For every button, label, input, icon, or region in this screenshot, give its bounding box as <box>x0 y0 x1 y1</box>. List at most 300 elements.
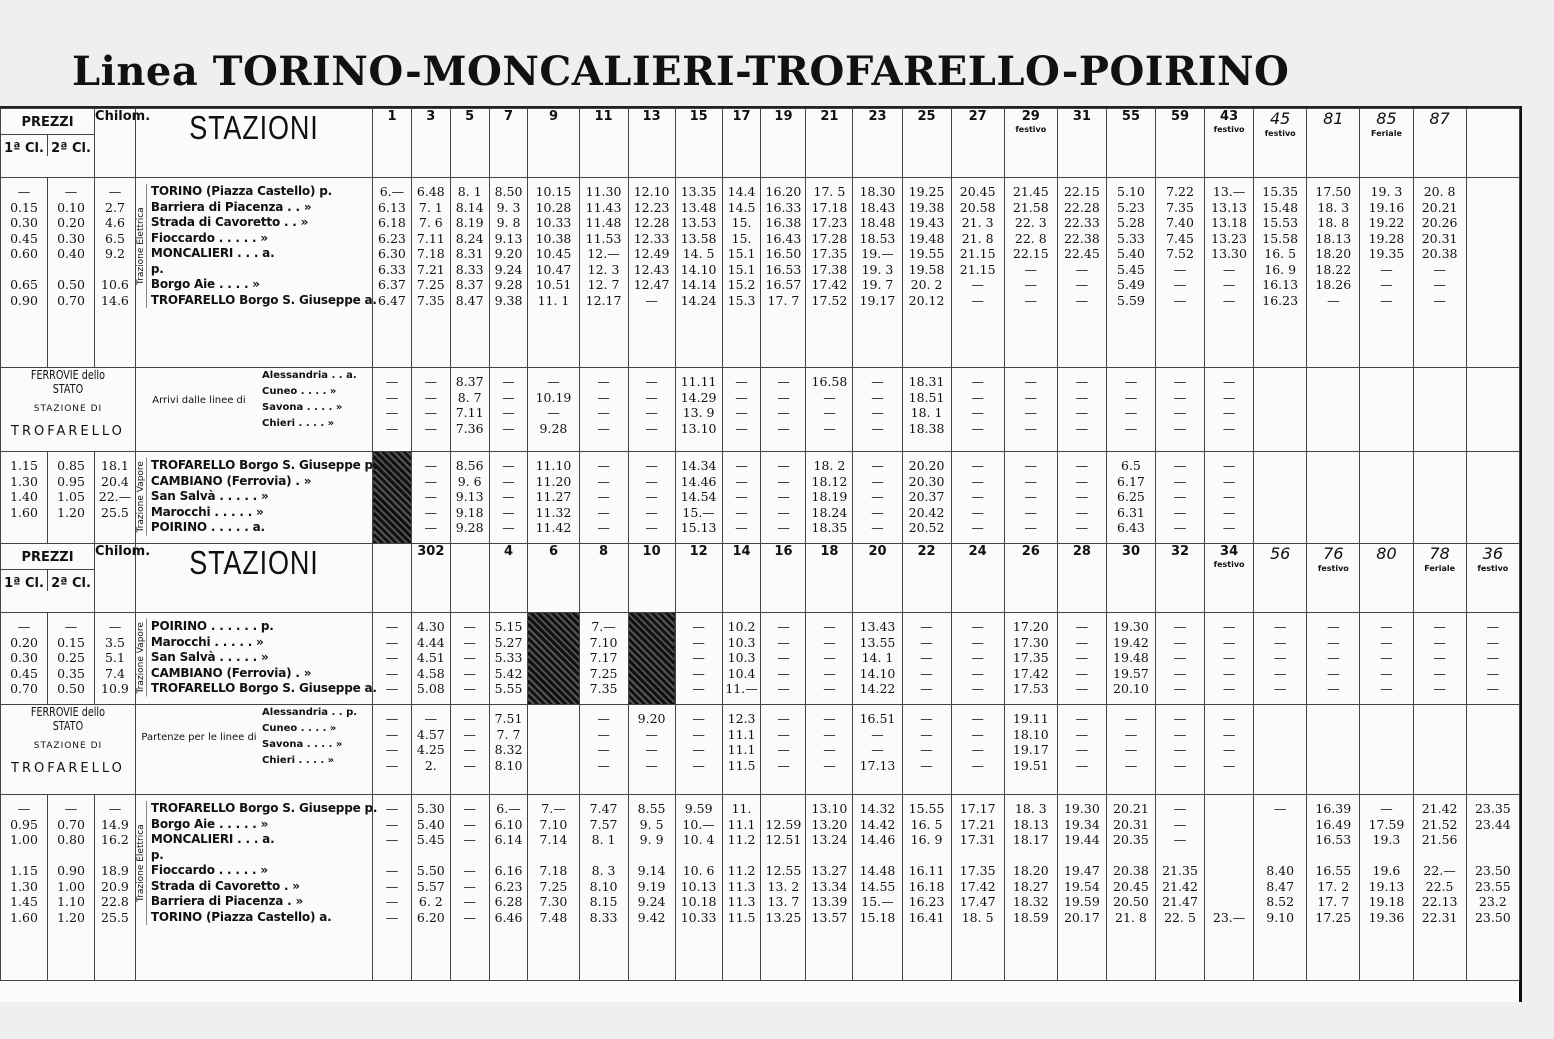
time-cell: — <box>823 619 836 634</box>
time-cell: 18.20 <box>1315 246 1352 261</box>
train-times <box>1205 613 1254 705</box>
price-2: 0.95 <box>57 473 85 489</box>
time-cell: — <box>502 405 515 420</box>
time-cell: 18.30 <box>859 184 896 199</box>
time-cell: 21. 8 <box>1115 909 1147 925</box>
time-cell <box>1360 489 1412 505</box>
time-cell: — <box>920 711 933 726</box>
time-cell <box>629 848 675 864</box>
time-cell: — <box>920 757 933 773</box>
train-times <box>450 613 489 705</box>
time-cell: 15.55 <box>908 801 945 816</box>
train-number-label: 12 <box>689 544 708 559</box>
km-col <box>95 452 136 544</box>
time-cell: 7.35 <box>1166 199 1194 215</box>
train-times <box>528 178 579 368</box>
km: 6.5 <box>105 230 125 246</box>
time-cell: 7.— <box>541 801 566 816</box>
train-times <box>628 178 675 368</box>
train-times <box>902 705 951 795</box>
train-times <box>1057 613 1106 705</box>
class-labels <box>1 135 94 156</box>
stazioni-header <box>135 544 372 613</box>
time-cell: 9.19 <box>637 878 666 894</box>
time-cell: 20.42 <box>908 504 945 520</box>
time-cell: — <box>871 389 884 405</box>
train-times <box>1466 795 1519 981</box>
time-cell: 6.23 <box>494 878 523 894</box>
train-times <box>1360 613 1413 705</box>
time-cell: 21.58 <box>1012 199 1049 215</box>
time-cell: 15.1 <box>727 246 756 261</box>
time-cell: 11.3 <box>727 894 756 909</box>
km: — <box>108 184 122 199</box>
time-cell: 9.28 <box>455 520 484 535</box>
train-number <box>528 544 579 613</box>
time-cell: 17.53 <box>1012 681 1049 696</box>
train-times <box>579 452 628 544</box>
time-cell: 9. 5 <box>639 816 664 832</box>
time-cell <box>1307 474 1359 490</box>
time-cell: — <box>1380 292 1393 308</box>
time-cell: 18. 5 <box>961 909 994 925</box>
time-cell: — <box>692 757 705 773</box>
time-cell: — <box>1024 405 1038 420</box>
time-cell <box>1254 489 1306 505</box>
time-cell: — <box>463 801 476 816</box>
time-cell: — <box>645 473 658 489</box>
time-cell: — <box>735 520 748 535</box>
time-cell <box>1414 458 1466 474</box>
time-cell: 17.35 <box>959 863 996 878</box>
time-cell: 14.42 <box>859 816 896 832</box>
time-cell: — <box>645 520 658 535</box>
time-cell <box>629 666 675 682</box>
time-cell: 20.38 <box>1421 246 1458 261</box>
price-2-col <box>48 795 95 981</box>
train-number <box>1307 544 1360 613</box>
time-cell: 4.57 <box>416 726 445 742</box>
train-number-label: 11 <box>594 109 613 124</box>
station-name: Borgo Aie . . . . . » <box>150 816 269 831</box>
time-cell: — <box>1173 292 1187 308</box>
time-cell: — <box>920 650 933 665</box>
time-cell: — <box>597 520 610 535</box>
stazioni-label: STAZIONI <box>189 109 319 146</box>
time-cell: 20.31 <box>1113 816 1149 832</box>
time-cell: 7.51 <box>494 711 523 726</box>
time-cell: 13.10 <box>811 801 848 816</box>
station-block <box>1 795 1520 981</box>
price-1 <box>1 262 47 278</box>
time-cell: 20.37 <box>908 489 945 504</box>
train-number-label: 30 <box>1121 544 1140 559</box>
time-cell: 19.22 <box>1368 215 1405 230</box>
stazione-di-label: STAZIONE DI <box>33 404 103 414</box>
time-cell: 11.1 <box>727 742 756 757</box>
time-cell <box>1205 879 1253 895</box>
price-2 <box>48 848 94 864</box>
time-cell: — <box>463 619 476 634</box>
price-2: 0.90 <box>57 863 85 878</box>
time-cell: — <box>463 832 476 847</box>
time-cell: 14.48 <box>859 863 896 878</box>
time-cell: — <box>385 894 399 909</box>
train-times <box>1413 452 1466 544</box>
time-cell: 13.25 <box>765 909 802 925</box>
time-cell: — <box>385 878 399 894</box>
time-cell: — <box>971 504 984 520</box>
time-cell: 17.59 <box>1368 816 1405 832</box>
time-cell <box>1414 711 1466 727</box>
time-cell: — <box>1075 520 1089 535</box>
class-labels <box>1 570 94 591</box>
time-cell <box>1205 832 1253 848</box>
train-number <box>1106 544 1155 613</box>
km: 3.5 <box>105 634 125 650</box>
time-cell: — <box>645 726 658 742</box>
time-cell: — <box>1222 711 1236 726</box>
time-cell: 23.50 <box>1474 863 1511 878</box>
train-number <box>373 544 412 613</box>
time-cell: — <box>1075 634 1089 650</box>
train-number <box>722 109 761 178</box>
time-cell: — <box>1173 261 1187 277</box>
time-cell: 19.30 <box>1113 619 1149 634</box>
time-cell: 21.45 <box>1012 184 1049 199</box>
train-number-label: 45 <box>1270 109 1291 128</box>
train-times <box>489 178 528 368</box>
train-times <box>628 368 675 452</box>
time-cell: — <box>1024 389 1038 405</box>
time-cell: — <box>1173 458 1187 473</box>
time-cell: 22.45 <box>1063 246 1100 261</box>
train-times <box>1254 368 1307 452</box>
time-cell: — <box>463 757 476 773</box>
fs-station-box <box>1 705 136 795</box>
time-cell <box>1414 474 1466 490</box>
time-cell: 9.24 <box>494 261 523 277</box>
time-cell: 12. 3 <box>587 261 620 277</box>
train-times <box>489 452 528 544</box>
time-cell <box>1307 520 1359 536</box>
time-cell <box>528 727 578 743</box>
time-cell: 10.13 <box>680 878 717 894</box>
price-1-col <box>1 452 48 544</box>
time-cell: — <box>971 757 984 773</box>
time-cell: 14.46 <box>859 832 896 847</box>
train-number-label: 22 <box>917 544 936 559</box>
station-name: San Salvà . . . . . » <box>150 489 269 503</box>
time-cell: — <box>1273 801 1287 816</box>
time-cell: 8.33 <box>589 909 618 925</box>
prezzi-header <box>1 109 95 178</box>
train-times <box>1205 178 1254 368</box>
time-cell <box>629 619 675 635</box>
train-times <box>489 795 528 981</box>
time-cell: — <box>777 650 790 665</box>
time-cell <box>629 681 675 697</box>
trofarello-label: TROFARELLO <box>11 424 125 439</box>
time-cell: 23.35 <box>1474 801 1511 816</box>
price-2: 0.70 <box>57 816 85 832</box>
time-cell: — <box>1075 504 1089 520</box>
time-cell: — <box>1124 726 1138 742</box>
time-cell: 16.49 <box>1315 816 1352 832</box>
time-cell: 13.34 <box>811 878 848 894</box>
train-number <box>1155 544 1204 613</box>
time-cell: 19.30 <box>1063 801 1100 816</box>
time-cell <box>1254 742 1306 758</box>
train-times <box>1106 705 1155 795</box>
connection-line-name: Savona . . . . » <box>262 402 343 413</box>
time-cell: 6.37 <box>378 277 406 292</box>
time-cell: 7.40 <box>1166 215 1194 230</box>
time-cell: — <box>645 389 658 405</box>
time-cell: — <box>692 681 705 696</box>
time-cell: 15. <box>731 215 752 230</box>
time-cell: — <box>823 405 836 420</box>
time-cell: — <box>385 420 399 436</box>
time-cell: 8. 1 <box>591 832 616 847</box>
time-cell: 8.40 <box>1266 863 1295 878</box>
time-cell: — <box>823 742 836 757</box>
km: 14.9 <box>101 816 129 832</box>
train-times <box>450 705 489 795</box>
train-times <box>761 178 806 368</box>
time-cell <box>1254 727 1306 743</box>
time-cell <box>1058 848 1106 864</box>
time-cell: 19.48 <box>1113 650 1149 665</box>
train-times <box>806 178 853 368</box>
time-cell <box>1360 848 1412 864</box>
time-cell: — <box>1075 292 1089 308</box>
time-cell: 19.17 <box>859 292 896 308</box>
fs-label: FERROVIE dello STATO <box>30 705 105 733</box>
time-cell: 6.43 <box>1117 520 1145 535</box>
time-cell: — <box>597 405 610 420</box>
train-times <box>1106 368 1155 452</box>
time-cell: 18.51 <box>908 389 945 405</box>
time-cell: — <box>1486 650 1500 665</box>
station-name: CAMBIANO (Ferrovia) . » <box>150 665 312 680</box>
time-cell: — <box>971 634 984 650</box>
time-cell: — <box>971 650 984 665</box>
train-times <box>1004 178 1057 368</box>
time-cell <box>1307 505 1359 521</box>
time-cell: 20.21 <box>1421 199 1458 215</box>
train-number <box>902 109 951 178</box>
stations-wrap <box>135 801 378 925</box>
train-times <box>1004 705 1057 795</box>
time-cell: 11.1 <box>727 726 756 742</box>
time-cell: — <box>424 374 438 389</box>
price-2-col <box>48 178 95 368</box>
class-2-label: 2ª Cl. <box>47 570 94 591</box>
time-cell: 18.10 <box>1012 726 1049 742</box>
train-times <box>761 613 806 705</box>
time-cell <box>373 520 411 536</box>
station-name: TROFARELLO Borgo S. Giuseppe a. <box>150 681 377 695</box>
station-block <box>1 613 1520 705</box>
class-1-label: 1ª Cl. <box>4 576 44 591</box>
time-cell: 20. 2 <box>910 277 943 292</box>
km: 20.9 <box>101 878 129 894</box>
km: 10.9 <box>101 681 129 696</box>
train-number-label: 59 <box>1170 109 1190 124</box>
time-cell: 7.17 <box>589 650 618 665</box>
station-names <box>147 458 377 536</box>
train-times <box>1466 452 1519 544</box>
time-cell <box>373 848 411 864</box>
time-cell: — <box>547 374 560 389</box>
time-cell <box>1307 489 1359 505</box>
time-cell: 8.33 <box>455 261 484 277</box>
train-number-label: 32 <box>1170 544 1190 559</box>
price-1: 0.30 <box>10 215 38 230</box>
time-cell: — <box>1327 681 1340 696</box>
time-cell: 17.35 <box>811 246 848 261</box>
time-cell <box>1254 390 1306 406</box>
time-cell: — <box>385 726 399 742</box>
time-cell: — <box>502 520 515 535</box>
station-name: Fioccardo . . . . . » <box>150 230 268 245</box>
time-cell: — <box>502 389 515 405</box>
time-cell: — <box>971 520 984 535</box>
train-number-label: 9 <box>548 109 558 124</box>
time-cell <box>1414 390 1466 406</box>
time-cell: 6.— <box>496 801 521 816</box>
time-cell: 14.34 <box>680 458 717 473</box>
time-cell: 18. 2 <box>813 458 846 473</box>
train-times <box>902 368 951 452</box>
train-times <box>450 452 489 544</box>
time-cell <box>1254 848 1306 864</box>
time-cell: 10.28 <box>535 199 572 215</box>
train-number <box>1205 544 1254 613</box>
station-block <box>1 452 1520 544</box>
train-times <box>1004 795 1057 981</box>
time-cell: 16.58 <box>811 374 848 389</box>
time-cell: — <box>1222 650 1236 665</box>
time-cell: 12.51 <box>765 832 802 847</box>
station-block <box>1 178 1520 368</box>
time-cell: 16.39 <box>1315 801 1352 816</box>
time-cell: 11.5 <box>727 757 756 773</box>
train-number-label: 34 <box>1220 544 1239 559</box>
time-cell: — <box>1024 292 1038 308</box>
time-cell: — <box>597 742 610 757</box>
time-cell: — <box>1380 681 1393 696</box>
time-cell: — <box>1222 726 1236 742</box>
time-cell: — <box>1075 726 1089 742</box>
time-cell: — <box>1433 292 1446 308</box>
time-cell: 16.38 <box>765 215 802 230</box>
train-times <box>675 795 722 981</box>
price-2: — <box>64 619 78 634</box>
time-cell: — <box>1173 665 1187 681</box>
time-cell: 5.33 <box>494 650 523 665</box>
connection-line-name: Alessandria . . a. <box>262 370 357 381</box>
time-cell: 6.30 <box>378 246 406 261</box>
price-1: 0.15 <box>10 199 38 215</box>
stations-col <box>135 795 378 981</box>
time-cell: — <box>971 489 984 504</box>
time-cell: — <box>385 711 399 726</box>
time-cell: — <box>823 650 836 665</box>
time-cell: — <box>1380 261 1393 277</box>
time-cell: — <box>823 389 836 405</box>
train-times <box>1057 178 1106 368</box>
time-cell: — <box>1075 619 1089 634</box>
train-times <box>1413 795 1466 981</box>
time-cell: — <box>1486 665 1500 681</box>
time-cell <box>1414 848 1466 864</box>
time-cell: — <box>597 420 610 436</box>
time-cell: 8.14 <box>455 199 484 215</box>
time-cell: 10.4 <box>727 665 756 681</box>
train-times <box>579 795 628 981</box>
time-cell: 20.31 <box>1421 230 1458 246</box>
train-times <box>528 613 579 705</box>
time-cell: — <box>424 520 438 535</box>
time-cell: — <box>502 420 515 436</box>
time-cell: 11.53 <box>585 230 622 246</box>
train-number-label: 8 <box>599 544 609 559</box>
time-cell: 12.47 <box>633 277 670 292</box>
time-cell: 19.51 <box>1012 757 1049 773</box>
train-times <box>951 368 1004 452</box>
time-cell <box>1156 848 1204 864</box>
time-cell: — <box>645 742 658 757</box>
time-cell <box>1254 421 1306 437</box>
train-times <box>1360 178 1413 368</box>
train-number <box>411 109 450 178</box>
time-cell: 6.25 <box>1117 489 1145 504</box>
train-number <box>1307 109 1360 178</box>
train-number <box>1004 109 1057 178</box>
km: 16.2 <box>101 832 129 847</box>
time-cell: 8.32 <box>494 742 523 757</box>
time-cell: — <box>1173 389 1187 405</box>
time-cell: 8.50 <box>494 184 523 199</box>
train-times <box>902 795 951 981</box>
price-2-col <box>48 452 95 544</box>
connection-line-name: Cuneo . . . . » <box>262 723 337 734</box>
train-number-label: 36 <box>1482 544 1504 563</box>
train-times <box>1254 613 1307 705</box>
time-cell <box>676 848 722 864</box>
train-header-row <box>1 544 1520 613</box>
time-cell: 6.13 <box>378 199 406 215</box>
time-cell: 7.11 <box>416 230 445 246</box>
station-name: TROFARELLO Borgo S. Giuseppe a. <box>150 292 377 307</box>
time-cell <box>373 505 411 521</box>
time-cell: 19.6 <box>1372 863 1401 878</box>
train-times <box>411 795 450 981</box>
time-cell: — <box>1273 681 1287 696</box>
train-number <box>1057 109 1106 178</box>
connection-names <box>262 368 372 432</box>
time-cell: 9.20 <box>494 246 523 261</box>
time-cell: 7.10 <box>539 816 568 832</box>
time-cell: 20.58 <box>959 199 996 215</box>
time-cell: 19.42 <box>1113 634 1149 650</box>
train-number-label: 21 <box>820 109 839 124</box>
time-cell <box>1005 848 1057 864</box>
time-cell: 7.25 <box>416 277 445 292</box>
time-cell: 16. 9 <box>910 832 943 847</box>
